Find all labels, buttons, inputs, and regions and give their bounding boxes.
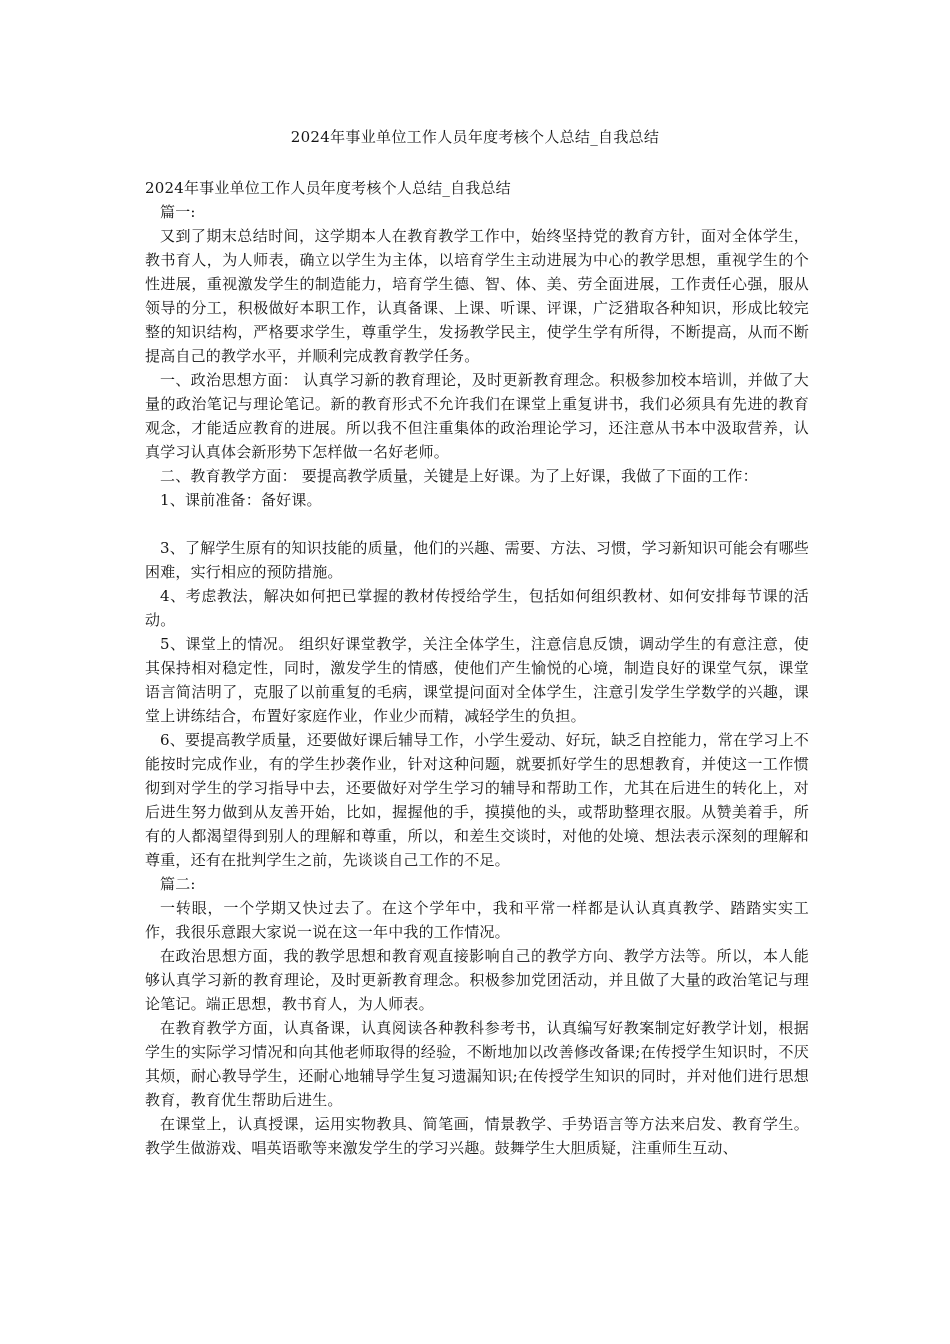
item-6-paragraph: 6、要提高教学质量，还要做好课后辅导工作，小学生爱动、好玩，缺乏自控能力，常在学习上不能按时完成作业，有的学生抄袭作业，针对这种问题，就要抓好学生的思想教育，并使这一工作惯彻到对学生的学习指导中去，还要做好对学生学习的辅导和帮助工作，尤其在后进生的转化上，对后进生努力做到从友善开始，比如，握握他的手，摸摸他的头，或帮助整理衣服。从赞美着手，所有的人都渴望得到别人的理解和尊重，所以，和差生交谈时，对他的处境、想法表示深刻的理解和尊重，还有在批判学生之前，先谈谈自己工作的不足。: [145, 731, 809, 869]
part1-intro-paragraph: 又到了期末总结时间，这学期本人在教育教学工作中，始终坚持党的教育方针，面对全体学生，教书育人，为人师表，确立以学生为主体，以培育学生主动进展为中心的教学思想，重视学生的个性进展，重视激发学生的制造能力，培育学生德、智、体、美、劳全面进展，工作责任心强，服从领导的分工，积极做好本职工作，认真备课、上课、听课、评课，广泛猎取各种知识，形成比较完整的知识结构，严格要求学生，尊重学生，发扬教学民主，使学生学有所得，不断提高，从而不断提高自己的教学水平，并顺利完成教育教学任务。: [145, 227, 809, 365]
part2-paragraph-1: 一转眼，一个学期又快过去了。在这个学年中，我和平常一样都是认认真真教学、踏踏实实工作，我很乐意跟大家说一说在这一年中我的工作情况。: [145, 899, 809, 941]
part1-heading: 篇一:: [160, 203, 196, 221]
part2-paragraph-2: 在政治思想方面，我的教学思想和教育观直接影响自己的教学方向、教学方法等。所以，本人能够认真学习新的教育理论，及时更新教育理念。积极参加党团活动，并且做了大量的政治笔记与理论笔记。端正思想，教书育人，为人师表。: [145, 947, 809, 1013]
document-title: 2024年事业单位工作人员年度考核个人总结_自我总结: [290, 128, 660, 146]
part2-paragraph-4: 在课堂上，认真授课，运用实物教具、简笔画，情景教学、手势语言等方法来启发、教育学生。教学生做游戏、唱英语歌等来激发学生的学习兴趣。鼓舞学生大胆质疑，注重师生互动、: [145, 1115, 809, 1157]
part2-paragraph-3: 在教育教学方面，认真备课，认真阅读各种教科参考书，认真编写好教案制定好教学计划，根据学生的实际学习情况和向其他老师取得的经验，不断地加以改善修改备课;在传授学生知识时，不厌其烦，耐心教导学生，还耐心地辅导学生复习遗漏知识;在传授学生知识的同时，并对他们进行思想教育，教育优生帮助后进生。: [145, 1019, 809, 1109]
item-4-paragraph: 4、考虑教法，解决如何把已掌握的教材传授给学生，包括如何组织教材、如何安排每节课的活动。: [145, 587, 809, 629]
item-1-paragraph: 1、课前准备：备好课。: [160, 491, 322, 509]
part2-heading: 篇二:: [160, 875, 196, 893]
item-3-paragraph: 3、了解学生原有的知识技能的质量，他们的兴趣、需要、方法、习惯，学习新知识可能会有哪些困难，实行相应的预防措施。: [145, 539, 809, 581]
document-subtitle: 2024年事业单位工作人员年度考核个人总结_自我总结: [145, 179, 511, 197]
teaching-paragraph: 二、教育教学方面： 要提高教学质量，关键是上好课。为了上好课，我做了下面的工作：: [160, 467, 758, 485]
political-thought-paragraph: 一、政治思想方面： 认真学习新的教育理论，及时更新教育理念。积极参加校本培训，并做了大量的政治笔记与理论笔记。新的教育形式不允许我们在课堂上重复讲书，我们必须具有先进的教育观念，才能适应教育的进展。所以我不但注重集体的政治理论学习，还注意从书本中汲取营养，认真学习认真体会新形势下怎样做一名好老师。: [145, 371, 809, 461]
item-5-paragraph: 5、课堂上的情况。 组织好课堂教学，关注全体学生，注意信息反馈，调动学生的有意注意，使其保持相对稳定性，同时，激发学生的情感，使他们产生愉悦的心境，制造良好的课堂气氛，课堂语言简洁明了，克服了以前重复的毛病，课堂提问面对全体学生，注意引发学生学数学的兴趣，课堂上讲练结合，布置好家庭作业，作业少而精，减轻学生的负担。: [145, 635, 809, 725]
blank-line: [145, 512, 809, 536]
document-body: [145, 176, 809, 1160]
